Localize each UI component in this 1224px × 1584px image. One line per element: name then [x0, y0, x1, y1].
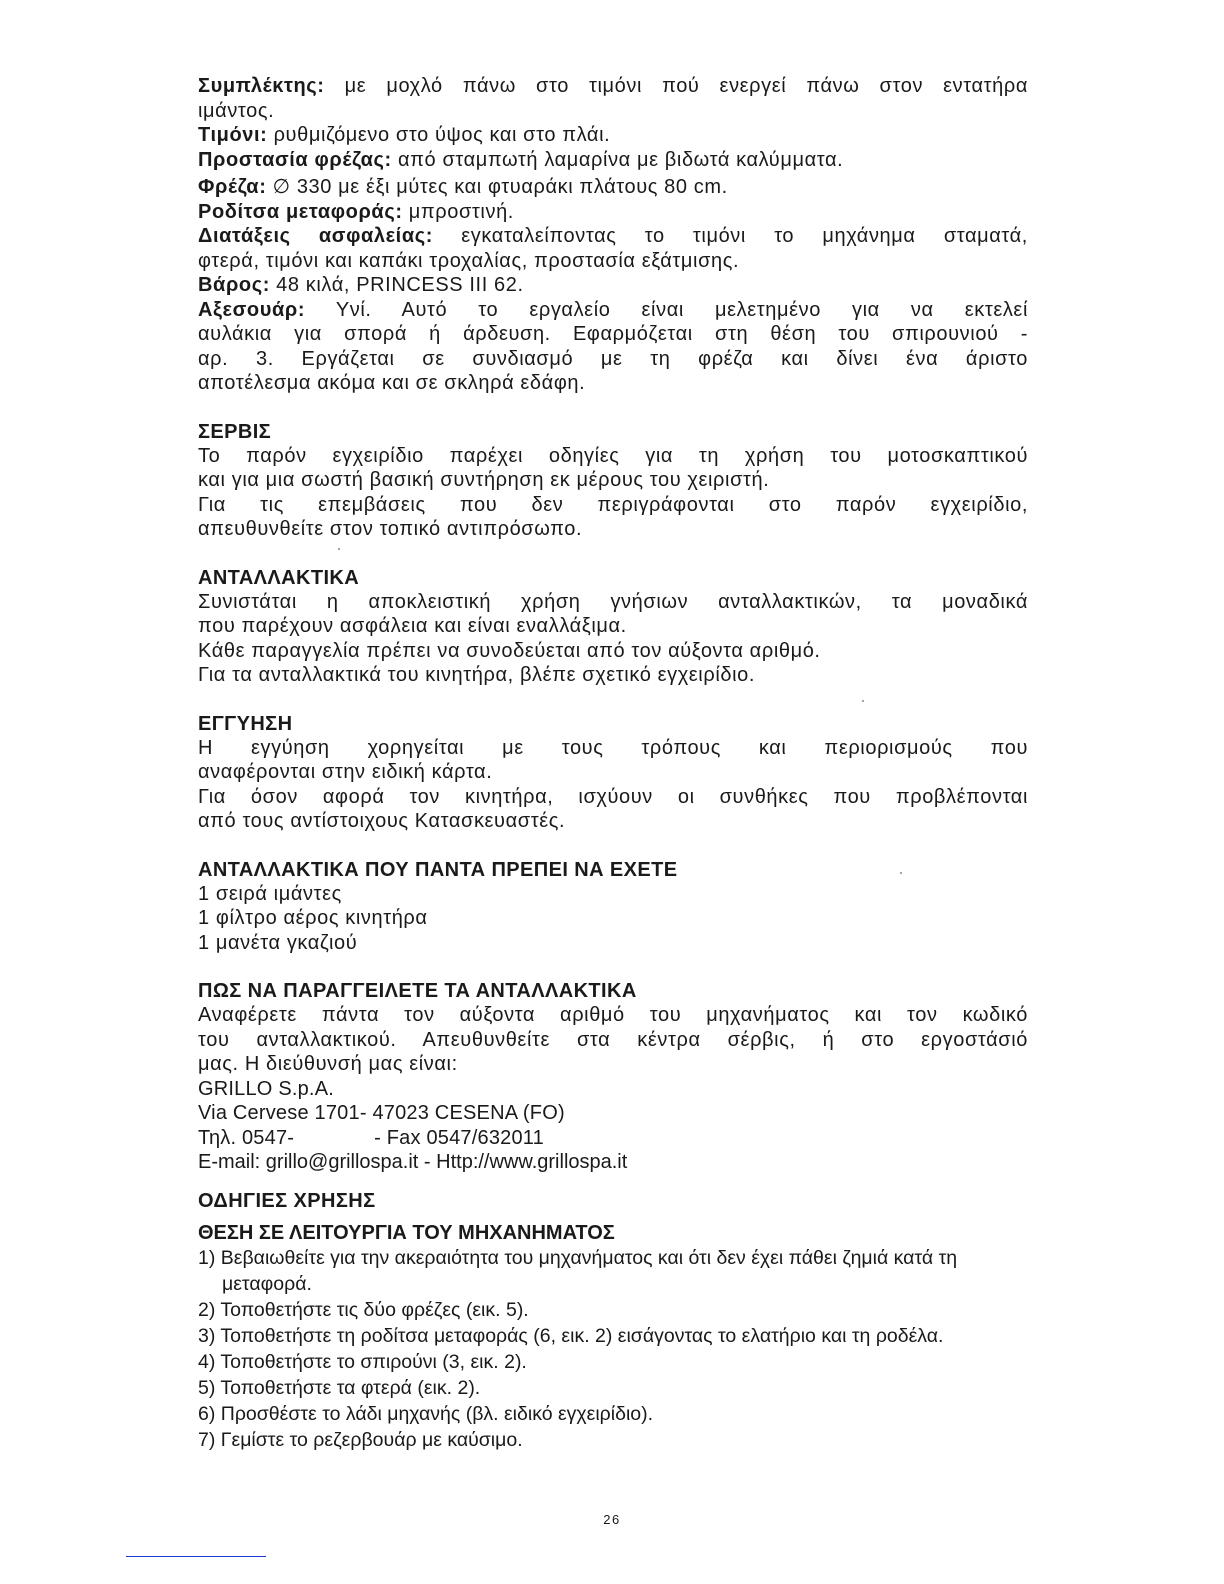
section-heading: ΕΓΓΥΗΣΗ [198, 712, 293, 735]
spec-safety-line-1 [198, 224, 1028, 249]
paragraph-line: απευθυνθείτε στον τοπικό αντιπρόσωπο. [198, 518, 583, 540]
setup-steps-list [198, 1245, 1028, 1453]
spec-label: Διατάξεις ασφαλείας: [198, 225, 433, 247]
spec-transport-wheel [198, 200, 1028, 225]
paragraph-line: Κάθε παραγγελία πρέπει να συνοδεύεται από τον αύξοντα αριθμό. [198, 639, 821, 662]
service-section [198, 420, 1028, 542]
spec-weight [198, 273, 1028, 298]
setup-step: 3) Τοποθετήστε τη ροδίτσα μεταφοράς (6, εικ. 2) εισάγοντας το ελατήριο και τη ροδέλα. [198, 1324, 944, 1347]
setup-step: 1) Βεβαιωθείτε για την ακεραιότητα του μηχανήματος και ότι δεν έχει πάθει ζημιά κατά τη μεταφορά. [198, 1246, 958, 1295]
spec-label: Βάρος: [198, 274, 270, 296]
subsection-heading: ΘΕΣΗ ΣΕ ΛΕΙΤΟΥΡΓΙΑ ΤΟΥ ΜΗΧΑΝΗΜΑΤΟΣ [198, 1221, 615, 1244]
paragraph-line: μας. Η διεύθυνσή μας είναι: [198, 1053, 458, 1075]
spare-parts-section [198, 566, 1028, 688]
list-item: 1 μανέτα γκαζιού [198, 931, 358, 954]
fax-number: - Fax 0547/632011 [374, 1126, 544, 1149]
spec-tiller [198, 175, 1028, 200]
phone-number: Τηλ. 0547- [198, 1126, 295, 1149]
instructions-section [198, 1189, 1028, 1453]
section-heading: ΑΝΤΑΛΛΑΚΤΙΚΑ ΠΟΥ ΠΑΝΤΑ ΠΡΕΠΕΙ ΝΑ ΕΧΕΤΕ [198, 858, 678, 881]
page-number: 26 [603, 1512, 621, 1527]
spec-handlebar [198, 123, 1028, 148]
spec-label: Φρέζα: [198, 176, 267, 198]
spec-text: Υνί. Αυτό το εργαλείο είναι μελετημένο για να εκτελεί [335, 298, 1028, 321]
paragraph-line: Το παρόν εγχειρίδιο παρέχει οδηγίες για τη χρήση του μοτοσκαπτικού [198, 444, 1028, 467]
company-address: Via Cervese 1701- 47023 CESENA (FO) [198, 1102, 565, 1124]
paragraph-line: και για μια σωστή βασική συντήρηση εκ μέρους του χειριστή. [198, 469, 770, 491]
list-item: 1 φίλτρο αέρος κινητήρα [198, 907, 428, 929]
paragraph-line: Η εγγύηση χορηγείται με τους τρόπους και περιορισμούς που [198, 736, 1028, 759]
spec-accessory-line-4: αποτέλεσμα ακόμα και σε σκληρά εδάφη. [198, 372, 586, 394]
scan-speck [338, 548, 340, 550]
list-item: 1 σειρά ιμάντες [198, 882, 342, 905]
spec-block [198, 74, 1028, 396]
ordering-section [198, 979, 1028, 1175]
spec-clutch-line-2: ιμάντος. [198, 99, 275, 122]
scan-speck [862, 700, 864, 702]
paragraph-line: Για τα ανταλλακτικά του κινητήρα, βλέπε σχετικό εγχειρίδιο. [198, 664, 756, 686]
spec-text: ρυθμιζόμενο στο ύψος και στο πλάι. [273, 124, 611, 146]
paragraph-line: Για όσον αφορά τον κινητήρα, ισχύουν οι συνθήκες που προβλέπονται [198, 785, 1028, 808]
paragraph-line: Για τις επεμβάσεις που δεν περιγράφονται στο παρόν εγχειρίδιο, [198, 493, 1028, 516]
spec-label: Προστασία φρέζας: [198, 148, 392, 171]
setup-step: 4) Τοποθετήστε το σπιρούνι (3, εικ. 2). [198, 1350, 527, 1373]
paragraph-line: του ανταλλακτικού. Απευθυνθείτε στα κέντρα σέρβις, ή στο εργοστάσιό [198, 1028, 1028, 1051]
paragraph-line: Συνιστάται η αποκλειστική χρήση γνήσιων ανταλλακτικών, τα μοναδικά [198, 590, 1028, 613]
spec-text: ∅ 330 με έξι μύτες και φτυαράκι πλάτους 80 cm. [272, 176, 728, 198]
spec-label: Συμπλέκτης: [198, 75, 325, 97]
spec-accessory-line-3: αρ. 3. Εργάζεται σε συνδιασμό με τη φρέζα και δίνει ένα άριστο [198, 347, 1028, 370]
scan-edge-line [126, 1556, 266, 1557]
section-heading: ΠΩΣ ΝΑ ΠΑΡΑΓΓΕΙΛΕΤΕ ΤΑ ΑΝΤΑΛΛΑΚΤΙΚΑ [198, 980, 637, 1002]
paragraph-line: αναφέρονται στην ειδική κάρτα. [198, 761, 493, 783]
page-content [198, 74, 1028, 1453]
spec-text: με μοχλό πάνω στο τιμόνι πού ενεργεί πάνω στον εντατήρα [344, 75, 1028, 97]
spec-tiller-guard [198, 148, 1028, 173]
spec-label: Αξεσουάρ: [198, 298, 306, 321]
section-heading: ΣΕΡΒΙΣ [198, 420, 272, 443]
paragraph-line: που παρέχουν ασφάλεια και είναι εναλλάξιμα. [198, 615, 627, 637]
spec-clutch-line-1 [198, 74, 1028, 99]
section-heading: ΟΔΗΓΙΕΣ ΧΡΗΣΗΣ [198, 1189, 376, 1212]
setup-step: 5) Τοποθετήστε τα φτερά (εικ. 2). [198, 1376, 481, 1399]
spec-text: εγκαταλείποντας το τιμόνι το μηχάνημα σταματά, [461, 225, 1028, 247]
contact-line: E-mail: grillo@grillospa.it - Http://www.grillospa.it [198, 1151, 628, 1173]
paragraph-line: Αναφέρετε πάντα τον αύξοντα αριθμό του μηχανήματος και τον κωδικό [198, 1004, 1028, 1026]
spec-label: Τιμόνι: [198, 124, 268, 146]
scan-speck [900, 872, 902, 874]
spec-accessory-line-1 [198, 298, 1028, 323]
warranty-section [198, 712, 1028, 834]
setup-step: 6) Προσθέστε το λάδι μηχανής (βλ. ειδικό εγχειρίδιο). [198, 1402, 654, 1425]
company-name: GRILLO S.p.A. [198, 1077, 334, 1100]
spec-accessory-line-2: αυλάκια για σπορά ή άρδευση. Εφαρμόζεται στη θέση του σπιρουνιού - [198, 323, 1028, 345]
spec-text: από σταμπωτή λαμαρίνα με βιδωτά καλύμματα. [398, 148, 844, 171]
setup-step: 2) Τοποθετήστε τις δύο φρέζες (εικ. 5). [198, 1298, 529, 1321]
setup-step: 7) Γεμίστε το ρεζερβουάρ με καύσιμο. [198, 1428, 523, 1451]
paragraph-line: από τους αντίστοιχους Κατασκευαστές. [198, 810, 566, 832]
spec-label: Ροδίτσα μεταφοράς: [198, 200, 403, 223]
phone-fax-line [198, 1126, 1028, 1151]
spec-safety-line-2: φτερά, τιμόνι και καπάκι τροχαλίας, προστασία εξάτμισης. [198, 249, 740, 272]
section-heading: ΑΝΤΑΛΛΑΚΤΙΚΑ [198, 566, 360, 589]
spec-text: 48 κιλά, PRINCESS III 62. [276, 274, 524, 296]
must-have-parts-section [198, 858, 1028, 956]
spec-text: μπροστινή. [408, 200, 514, 223]
